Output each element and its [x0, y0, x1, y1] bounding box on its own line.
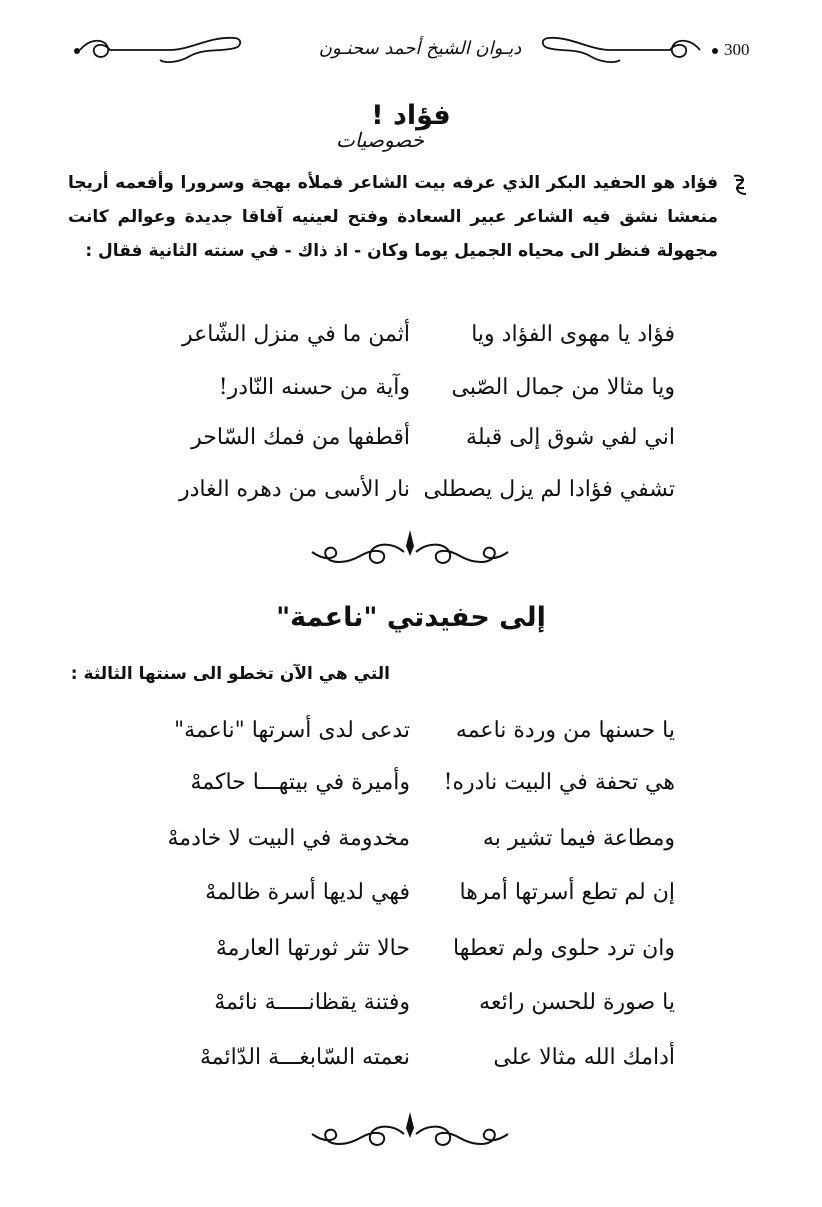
verse-first-hemistich: تشفي فؤادا لم يزل يصطلى	[423, 477, 675, 502]
verse-first-hemistich: أدامك الله مثالا على	[493, 1045, 675, 1070]
divider-ornament-icon	[300, 522, 520, 572]
verse-first-hemistich: يا صورة للحسن رائعه	[479, 990, 675, 1015]
verse-first-hemistich: وان ترد حلوى ولم تعطها	[453, 936, 675, 961]
verse-second-hemistich: نعمته السّابغـــة الدّائمهْ	[200, 1045, 410, 1070]
verse-first-hemistich: اني لفي شوق إلى قبلة	[466, 425, 675, 450]
verse-second-hemistich: حالا تثر ثورتها العارمهْ	[215, 936, 410, 961]
poem-intro: التي هي الآن تخطو الى سنتها الثالثة :	[70, 664, 390, 684]
verse-second-hemistich: نار الأسى من دهره الغادر	[179, 477, 410, 502]
verse-second-hemistich: أقطفها من فمك السّاحر	[191, 425, 410, 450]
verse-second-hemistich: أثمن ما في منزل الشّاعر	[182, 322, 410, 347]
verse-first-hemistich: إن لم تطع أسرتها أمرها	[459, 880, 675, 905]
bullet-dot	[712, 48, 718, 54]
intro-paragraph: فؤاد هو الحفيد البكر الذي عرفه بيت الشاعر فملأه بهجة وسرورا وأفعمه أريجا منعشا نشق فيه الشاعر عبير السعادة وفتح لعينيه آفاقا جديدة وعوالم كانت مجهولة فنظر الى محياه الجميل يوما وكان - اذ ذاك - في سنته الثانية فقال :	[68, 173, 718, 261]
verse-first-hemistich: فؤاد يا مهوى الفؤاد ويا	[471, 322, 675, 347]
verse-first-hemistich: يا حسنها من وردة ناعمه	[455, 718, 675, 743]
verse-second-hemistich: مخدومة في البيت لا خادمهْ	[167, 826, 410, 851]
verse-second-hemistich: فهي لديها أسرة ظالمهْ	[205, 880, 410, 905]
verse-second-hemistich: وفتنة يقظانـــــة نائمهْ	[214, 990, 410, 1015]
verse-second-hemistich: تدعى لدى أسرتها "ناعمة"	[174, 718, 410, 743]
divider-ornament-icon	[300, 1104, 520, 1154]
verse-first-hemistich: ويا مثالا من جمال الصّبى	[451, 375, 675, 400]
header-ornament-icon	[70, 30, 250, 70]
verse-first-hemistich: هي تحفة في البيت نادره!	[443, 770, 675, 795]
verse-second-hemistich: وأميرة في بيتهـــا حاكمهْ	[190, 770, 410, 795]
poem-title: فؤاد !	[371, 100, 451, 131]
header-ornament-icon	[540, 30, 710, 70]
poem-title: إلى حفيدتي "ناعمة"	[276, 602, 546, 633]
page-number: 300	[724, 40, 750, 59]
poem-subtitle: خصوصيات	[336, 128, 424, 152]
poem-mark-icon	[730, 172, 750, 198]
running-title: ديـوان الشيخ أحمد سحنـون	[318, 38, 522, 59]
verse-first-hemistich: ومطاعة فيما تشير به	[482, 826, 675, 851]
verse-second-hemistich: وآية من حسنه النّادر!	[218, 375, 410, 400]
